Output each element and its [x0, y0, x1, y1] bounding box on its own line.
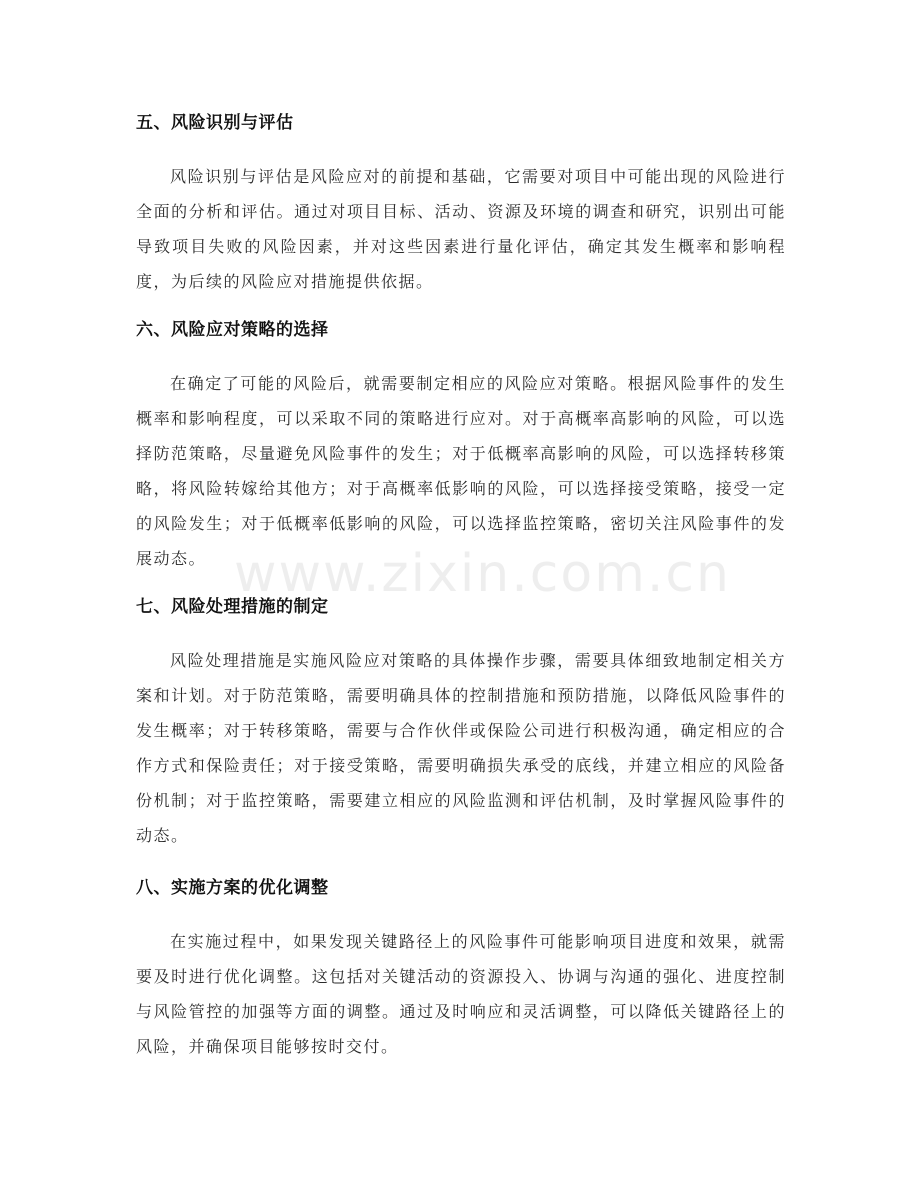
section-heading: 七、风险处理措施的制定 [136, 597, 329, 617]
section-optimization [136, 876, 786, 1064]
watermark: www.zixin.com.cn [234, 544, 731, 604]
section-paragraph: 在实施过程中，如果发现关键路径上的风险事件可能影响项目进度和效果，就需要及时进行优化调整。这包括对关键活动的资源投入、协调与沟通的强化、进度控制与风险管控的加强等方面的调整。通过及时响应和灵活调整，可以降低关键路径上的风险，并确保项目能够按时交付。 [136, 932, 786, 1056]
section-paragraph: 风险处理措施是实施风险应对策略的具体操作步骤，需要具体细致地制定相关方案和计划。对于防范策略，需要明确具体的控制措施和预防措施，以降低风险事件的发生概率；对于转移策略，需要与合作伙伴或保险公司进行积极沟通，确定相应的合作方式和保险责任；对于接受策略，需要明确损失承受的底线，并建立相应的风险备份机制；对于监控策略，需要建立相应的风险监测和评估机制，及时掌握风险事件的动态。 [136, 651, 786, 845]
section-heading: 六、风险应对策略的选择 [136, 320, 329, 340]
section-measures [136, 595, 786, 853]
section-paragraph: 在确定了可能的风险后，就需要制定相应的风险应对策略。根据风险事件的发生概率和影响程度，可以采取不同的策略进行应对。对于高概率高影响的风险，可以选择防范策略，尽量避免风险事件的发生；对于低概率高影响的风险，可以选择转移策略，将风险转嫁给其他方；对于高概率低影响的风险，可以选择接受策略，接受一定的风险发生；对于低概率低影响的风险，可以选择监控策略，密切关注风险事件的发展动态。 [136, 374, 786, 568]
section-paragraph: 风险识别与评估是风险应对的前提和基础，它需要对项目中可能出现的风险进行全面的分析和评估。通过对项目目标、活动、资源及环境的调查和研究，识别出可能导致项目失败的风险因素，并对这些因素进行量化评估，确定其发生概率和影响程度，为后续的风险应对措施提供依据。 [136, 167, 786, 291]
section-heading: 五、风险识别与评估 [136, 113, 294, 133]
section-heading: 八、实施方案的优化调整 [136, 878, 329, 898]
section-strategy-selection [136, 318, 786, 576]
section-risk-identification [136, 111, 786, 299]
